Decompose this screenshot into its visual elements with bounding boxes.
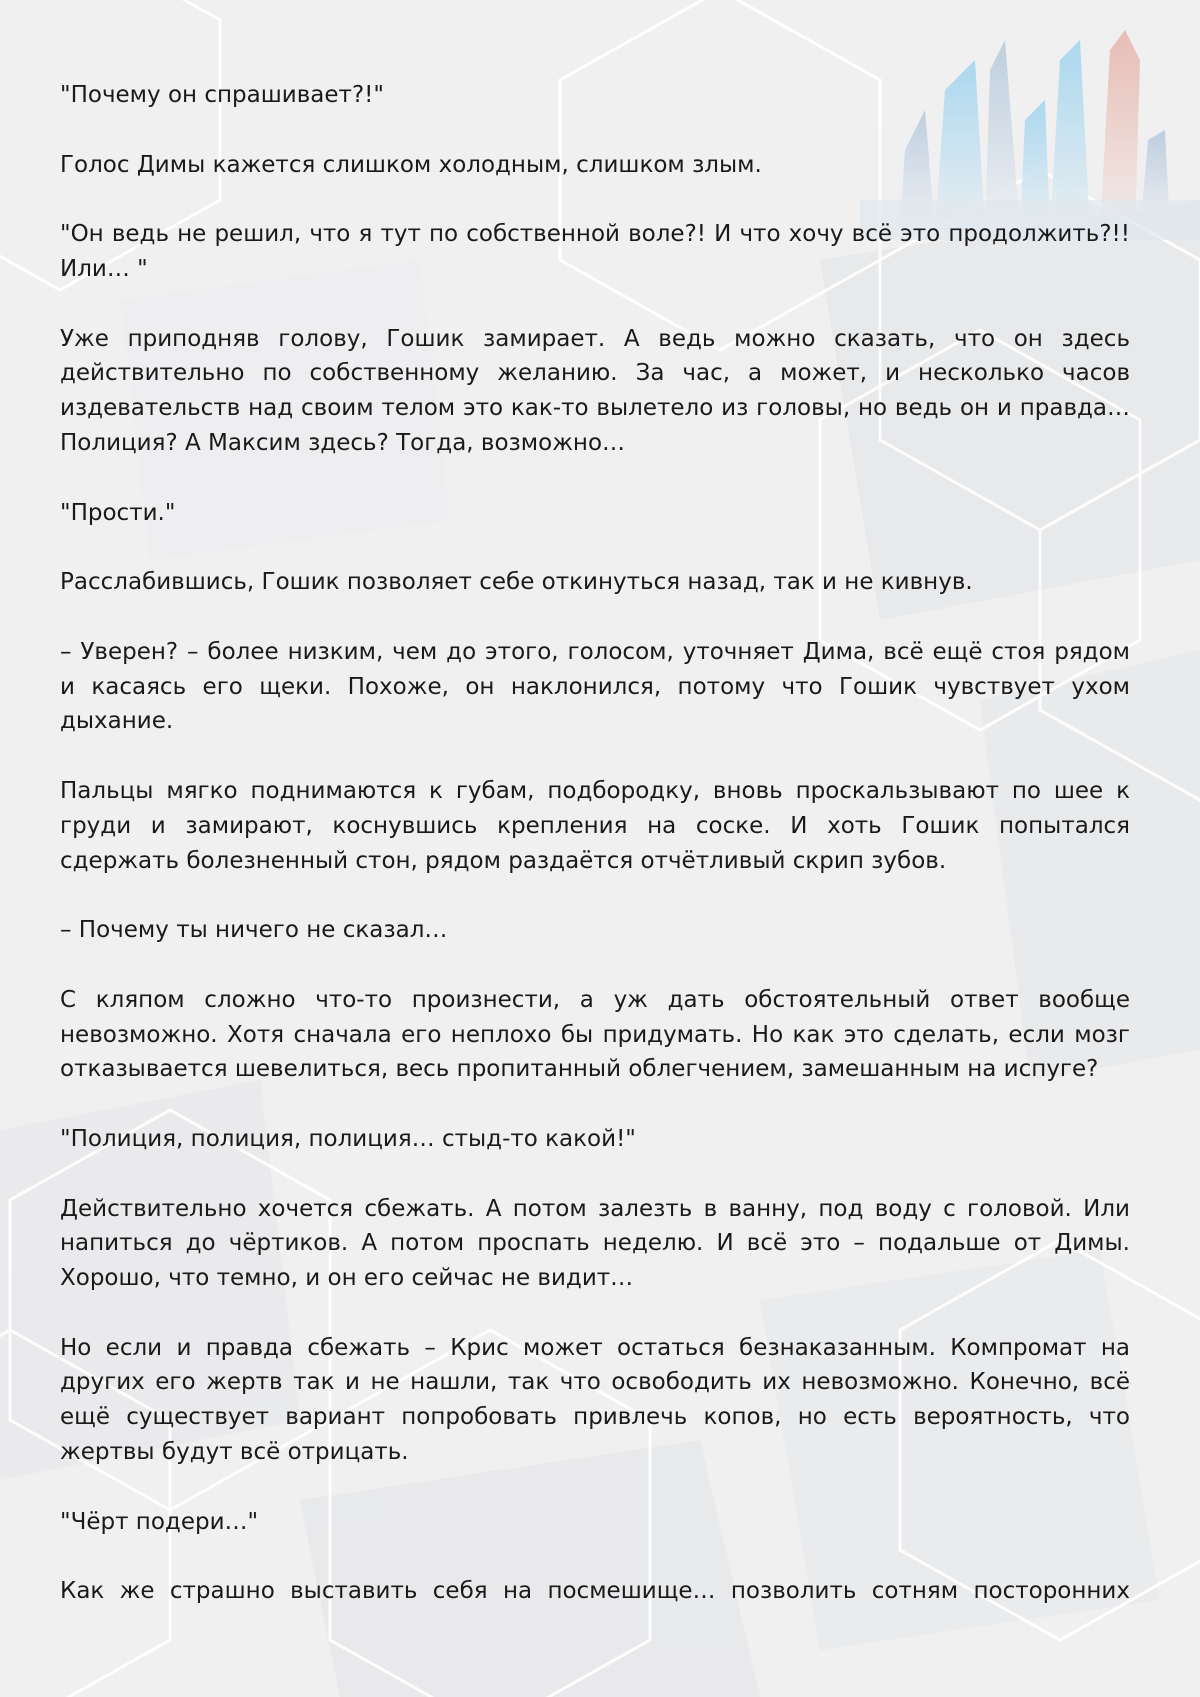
paragraph: – Уверен? – более низким, чем до этого, голосом, уточняет Дима, всё ещё стоя рядом и касаясь его щеки. Похоже, он наклонился, потому что Гошик чувствует ухом дыхание. bbox=[60, 638, 1130, 735]
document-page bbox=[60, 78, 1130, 1609]
paragraph: Но если и правда сбежать – Крис может остаться безнаказанным. Компромат на других его жертв так и не нашли, так что освободить их невозможно. Конечно, всё ещё существует вариант попробовать привлечь копов, но есть вероятность, что жертвы будут всё отрицать. bbox=[60, 1334, 1130, 1466]
paragraph: Голос Димы кажется слишком холодным, слишком злым. bbox=[60, 151, 762, 178]
paragraph: "Почему он спрашивает?!" bbox=[60, 82, 384, 108]
paragraph: "Прости." bbox=[60, 499, 176, 526]
paragraph: Как же страшно выставить себя на посмешище… позволить сотням посторонних bbox=[60, 1578, 1130, 1605]
paragraph: Пальцы мягко поднимаются к губам, подбородку, вновь проскальзывают по шее к груди и замирают, коснувшись крепления на соске. И хоть Гошик попытался сдержать болезненный стон, рядом раздаётся отчётливый скрип зубов. bbox=[60, 777, 1130, 874]
paragraph: Расслабившись, Гошик позволяет себе откинуться назад, так и не кивнув. bbox=[60, 569, 973, 596]
paragraph: "Он ведь не решил, что я тут по собственной воле?! И что хочу всё это продолжить?!! Или… " bbox=[60, 221, 1130, 282]
paragraph: Действительно хочется сбежать. А потом залезть в ванну, под воду с головой. Или напиться до чёртиков. А потом проспать неделю. И всё это – подальше от Димы. Хорошо, что темно, и он его сейчас не видит… bbox=[60, 1195, 1130, 1292]
paragraph: "Чёрт подери…" bbox=[60, 1508, 259, 1535]
paragraph: Уже приподняв голову, Гошик замирает. А ведь можно сказать, что он здесь действительно по собственному желанию. За час, а может, и несколько часов издевательств над своим телом это как-то вылетело из головы, но ведь он и правда… Полиция? А Максим здесь? Тогда, возможно… bbox=[60, 325, 1130, 456]
paragraph: С кляпом сложно что-то произнести, а уж дать обстоятельный ответ вообще невозможно. Хотя сначала его неплохо бы придумать. Но как это сделать, если мозг отказывается шевелиться, весь пропитанный облегчением, замешанным на испуге? bbox=[60, 986, 1130, 1083]
paragraph: – Почему ты ничего не сказал… bbox=[60, 917, 448, 944]
paragraph: "Полиция, полиция, полиция… стыд-то какой!" bbox=[60, 1125, 636, 1152]
